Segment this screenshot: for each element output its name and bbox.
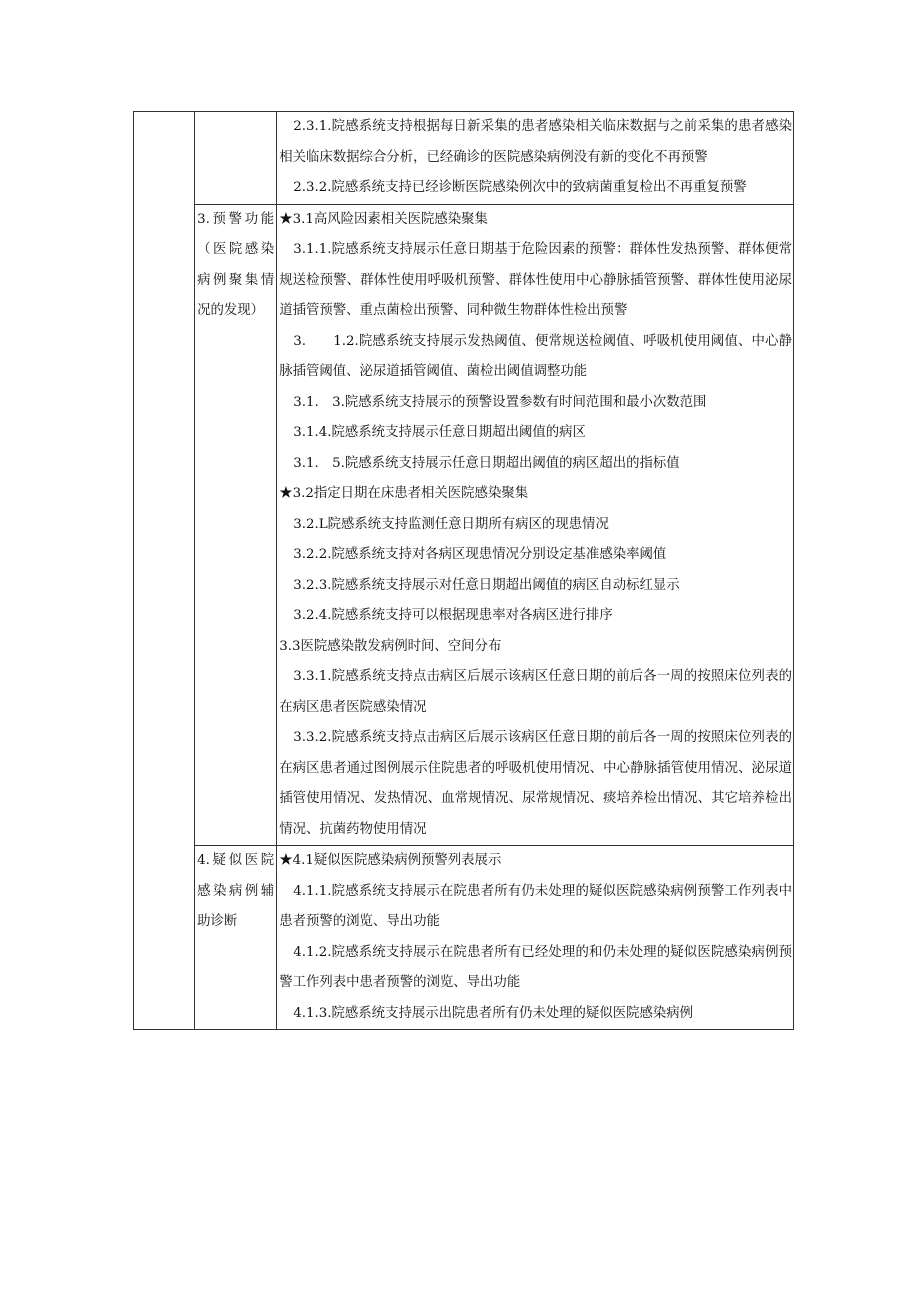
section-heading: ★3.1高风险因素相关医院感染聚集 — [279, 211, 488, 227]
requirement-item: 3.2.4.院感系统支持可以根据现患率对各病区进行排序 — [293, 608, 613, 623]
requirement-item: 3.2.L院感系统支持监测任意日期所有病区的现患情况 — [293, 516, 609, 532]
requirements-table — [133, 111, 794, 1030]
requirement-item: 3.1. 5.院感系统支持展示任意日期超出阈值的病区超出的指标值 — [293, 455, 680, 471]
table-row — [134, 112, 794, 205]
requirement-item: 3.3.1.院感系统支持点击病区后展示该病区任意日期的前后各一周的按照床位列表的在病区患者医院感染情况 — [279, 669, 792, 715]
section-heading: ★3.2指定日期在床患者相关医院感染聚集 — [279, 486, 529, 501]
requirement-item: 4.1.3.院感系统支持展示出院患者所有仍未处理的疑似医院感染病例 — [293, 1005, 694, 1021]
requirement-cell — [277, 112, 794, 205]
requirement-item: 3.3.2.院感系统支持点击病区后展示该病区任意日期的前后各一周的按照床位列表的在病区患者通过图例展示住院患者的呼吸机使用情况、中心静脉插管使用情况、泌尿道插管使用情况、发热情况、血常规情况、尿常规情况、痰培养检出情况、其它培养检出情况、抗菌药物使用情况 — [279, 730, 792, 837]
category-cell — [195, 204, 277, 846]
category-label: 4.疑似医院感染病例辅助诊断 — [197, 853, 275, 929]
requirement-item: 3. 1.2.院感系统支持展示发热阈值、便常规送检阈值、呼吸机使用阈值、中心静脉插管阈值、泌尿道插管阈值、菌检出阈值调整功能 — [279, 333, 792, 379]
requirement-cell — [277, 204, 794, 846]
requirement-item: 2.3.1.院感系统支持根据每日新采集的患者感染相关临床数据与之前采集的患者感染相关临床数据综合分析，已经确诊的医院感染病例没有新的变化不再预警 — [279, 119, 792, 165]
category-cell — [195, 112, 277, 205]
requirement-item: 3.2.2.院感系统支持对各病区现患情况分别设定基准感染率阈值 — [293, 547, 667, 562]
requirement-item: 3.1.4.院感系统支持展示任意日期超出阈值的病区 — [293, 425, 586, 440]
requirement-item: 4.1.1.院感系统支持展示在院患者所有仍未处理的疑似医院感染病例预警工作列表中患者预警的浏览、导出功能 — [279, 883, 792, 929]
table-body — [134, 112, 794, 1030]
requirement-item: 3.1.1.院感系统支持展示任意日期基于危险因素的预警：群体性发热预警、群体便常规送检预警、群体性使用呼吸机预警、群体性使用中心静脉插管预警、群体性使用泌尿道插管预警、重点菌检出预警、同种微生物群体性检出预警 — [279, 242, 792, 318]
requirement-item: 3.2.3.院感系统支持展示对任意日期超出阈值的病区自动标红显示 — [293, 577, 680, 593]
requirement-item: 4.1.2.院感系统支持展示在院患者所有已经处理的和仍未处理的疑似医院感染病例预警工作列表中患者预警的浏览、导出功能 — [279, 944, 792, 990]
table-row — [134, 846, 794, 1030]
blank-left-cell — [134, 112, 195, 1030]
section-heading: 3.3医院感染散发病例时间、空间分布 — [279, 638, 502, 654]
requirement-cell — [277, 846, 794, 1030]
table-row — [134, 204, 794, 846]
section-heading: ★4.1疑似医院感染病例预警列表展示 — [279, 853, 502, 868]
category-label: 3.预警功能（医院感染病例聚集情况的发现） — [197, 211, 275, 318]
category-cell — [195, 846, 277, 1030]
requirement-item: 2.3.2.院感系统支持已经诊断医院感染例次中的致病菌重复检出不再重复预警 — [293, 180, 747, 195]
requirement-item: 3.1. 3.院感系统支持展示的预警设置参数有时间范围和最小次数范围 — [293, 394, 707, 410]
